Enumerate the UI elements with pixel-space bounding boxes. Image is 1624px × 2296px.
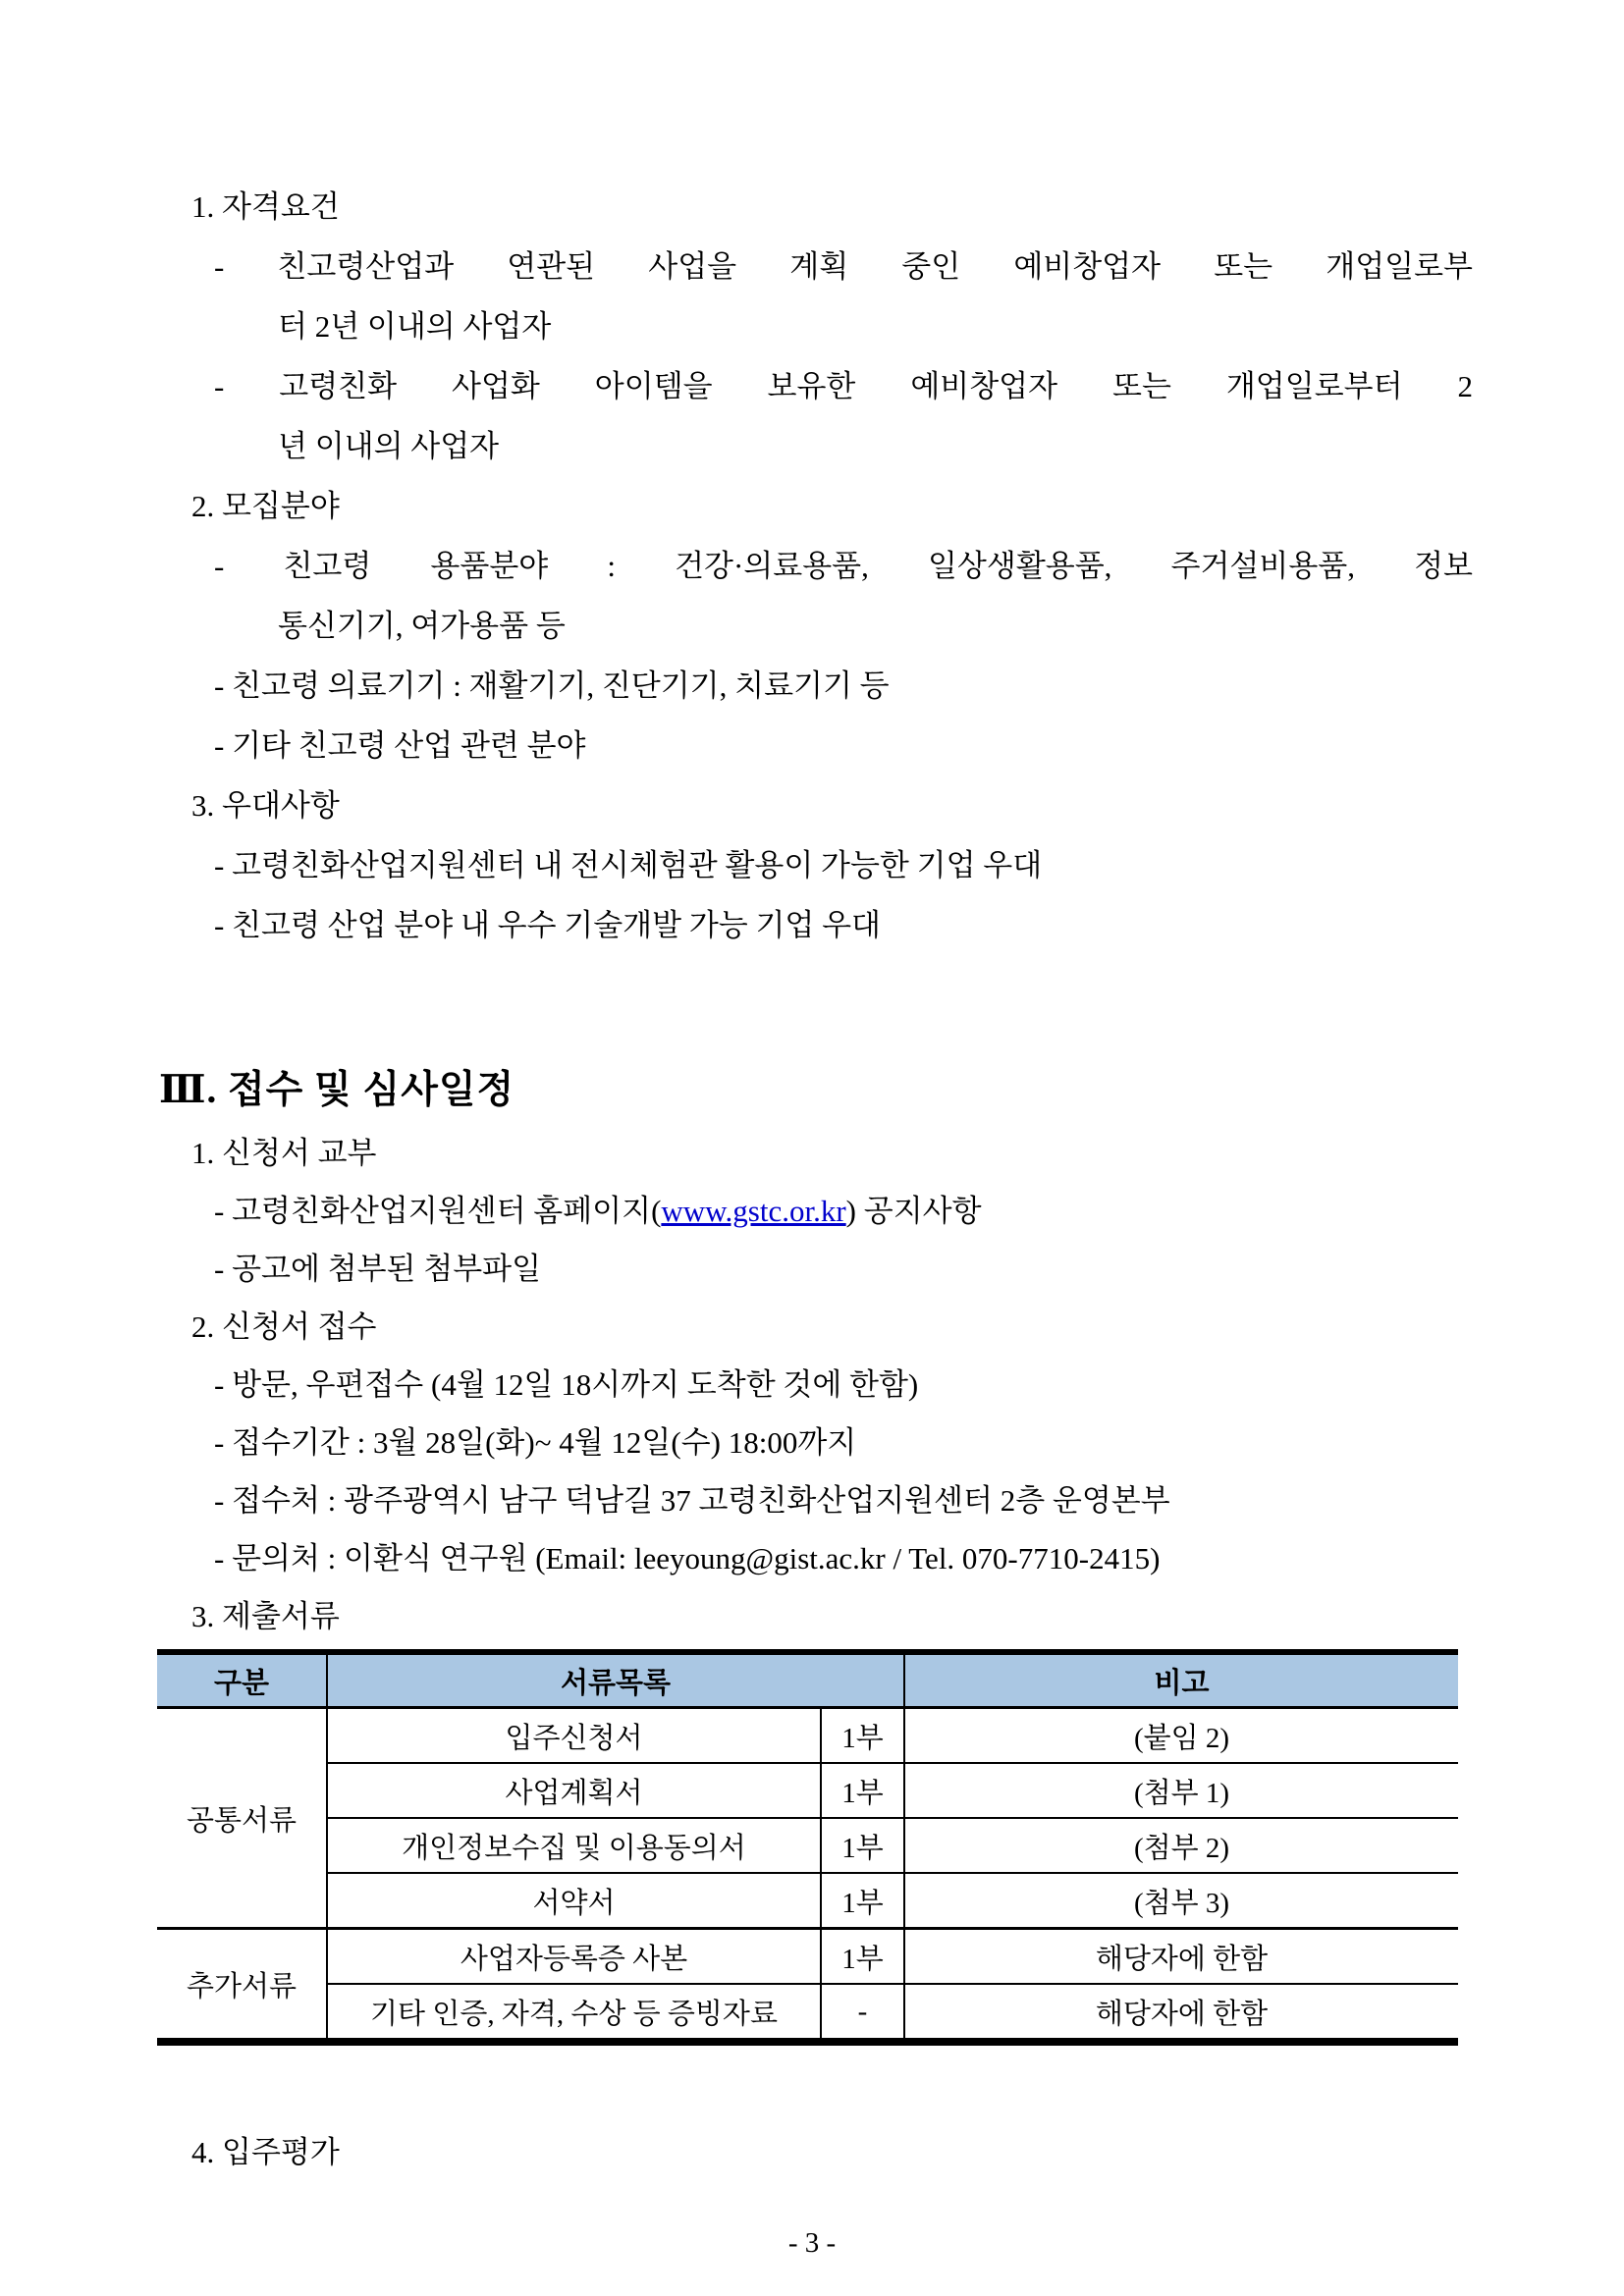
bullet-receipt-address: - 접수처 : 광주광역시 남구 덕남길 37 고령친화산업지원센터 2층 운영본부 [214, 1483, 1170, 1518]
bullet-field-other: - 기타 친고령 산업 관련 분야 [214, 728, 586, 763]
cell-doc-name: 입주신청서 [327, 1708, 821, 1764]
bullet-preference-1: - 고령친화산업지원센터 내 전시체험관 활용이 가능한 기업 우대 [214, 848, 1043, 882]
bullet-preference-2: - 친고령 산업 분야 내 우수 기술개발 가능 기업 우대 [214, 908, 881, 942]
bullet-qualification-2: - 고령친화 사업화 아이템을 보유한 예비창업자 또는 개업일로부터 2 [214, 369, 1473, 403]
cell-doc-name: 기타 인증, 자격, 수상 등 증빙자료 [327, 1984, 821, 2042]
bullet-visit-mail: - 방문, 우편접수 (4월 12일 18시까지 도착한 것에 한함) [214, 1367, 919, 1402]
table-row [157, 1763, 1458, 1818]
submission-documents-table [157, 1649, 1458, 2046]
bullet-field-medical-devices: - 친고령 의료기기 : 재활기기, 진단기기, 치료기기 등 [214, 668, 890, 703]
bullet-qualification-2-cont: 년 이내의 사업자 [278, 429, 500, 463]
bullet-contact: - 문의처 : 이환식 연구원 (Email: leeyoung@gist.ac.kr / Tel. 070-7710-2415) [214, 1541, 1161, 1575]
cell-copies: - [821, 1984, 904, 2042]
cell-category-common: 공통서류 [186, 1804, 298, 1837]
table-row [157, 1708, 1458, 1764]
cell-note: 해당자에 한함 [904, 1929, 1458, 1985]
section-heading-receipt-schedule: Ⅲ. 접수 및 심사일정 [159, 1069, 515, 1111]
item-qualifications-title: 1. 자격요건 [191, 189, 340, 224]
bullet-field-products: - 친고령 용품분야 : 건강·의료용품, 일상생활용품, 주거설비용품, 정보 [214, 549, 1473, 583]
homepage-line-suffix: ) 공지사항 [845, 1194, 982, 1228]
cell-note: (첨부 3) [904, 1873, 1458, 1929]
cell-note: (첨부 2) [904, 1818, 1458, 1873]
bullet-field-products-cont: 통신기기, 여가용품 등 [278, 609, 566, 643]
cell-doc-name: 개인정보수집 및 이용동의서 [327, 1818, 821, 1873]
cell-category-additional: 추가서류 [157, 1929, 327, 2043]
page-number: - 3 - [787, 2227, 837, 2259]
item-submission-docs-title: 3. 제출서류 [191, 1599, 340, 1633]
item-application-receipt-title: 2. 신청서 접수 [191, 1309, 377, 1344]
item-occupancy-evaluation-title: 4. 입주평가 [191, 2135, 340, 2169]
item-recruit-fields-title: 2. 모집분야 [191, 489, 340, 523]
item-preferences-title: 3. 우대사항 [191, 788, 340, 823]
bullet-qualification-1: - 친고령산업과 연관된 사업을 계획 중인 예비창업자 또는 개업일로부 [214, 249, 1473, 284]
cell-copies: 1부 [821, 1818, 904, 1873]
header-doc-list: 서류목록 [327, 1652, 904, 1708]
bullet-homepage-notice [0, 1182, 1624, 1240]
header-category: 구분 [157, 1652, 327, 1708]
table-row [157, 1818, 1458, 1873]
cell-doc-name: 사업계획서 [327, 1763, 821, 1818]
bullet-qualification-1-cont: 터 2년 이내의 사업자 [278, 309, 552, 344]
homepage-line-prefix: - 고령친화산업지원센터 홈페이지( [214, 1194, 662, 1228]
cell-copies: 1부 [821, 1708, 904, 1764]
table-row [157, 1929, 1458, 1985]
cell-copies: 1부 [821, 1929, 904, 1985]
table-row [157, 1984, 1458, 2042]
table-row [157, 1873, 1458, 1929]
cell-copies: 1부 [821, 1763, 904, 1818]
bullet-receipt-period: - 접수기간 : 3월 28일(화)~ 4월 12일(수) 18:00까지 [214, 1425, 857, 1460]
cell-note: (첨부 1) [904, 1763, 1458, 1818]
gstc-homepage-link[interactable]: www.gstc.or.kr [661, 1194, 846, 1228]
header-note: 비고 [904, 1652, 1458, 1708]
cell-doc-name: 사업자등록증 사본 [327, 1929, 821, 1985]
cell-note: (붙임 2) [904, 1708, 1458, 1764]
cell-note: 해당자에 한함 [904, 1984, 1458, 2042]
item-application-issue-title: 1. 신청서 교부 [191, 1136, 377, 1170]
cell-copies: 1부 [821, 1873, 904, 1929]
cell-doc-name: 서약서 [327, 1873, 821, 1929]
bullet-attached-files: - 공고에 첨부된 첨부파일 [214, 1252, 542, 1286]
table-header-row [157, 1652, 1458, 1708]
